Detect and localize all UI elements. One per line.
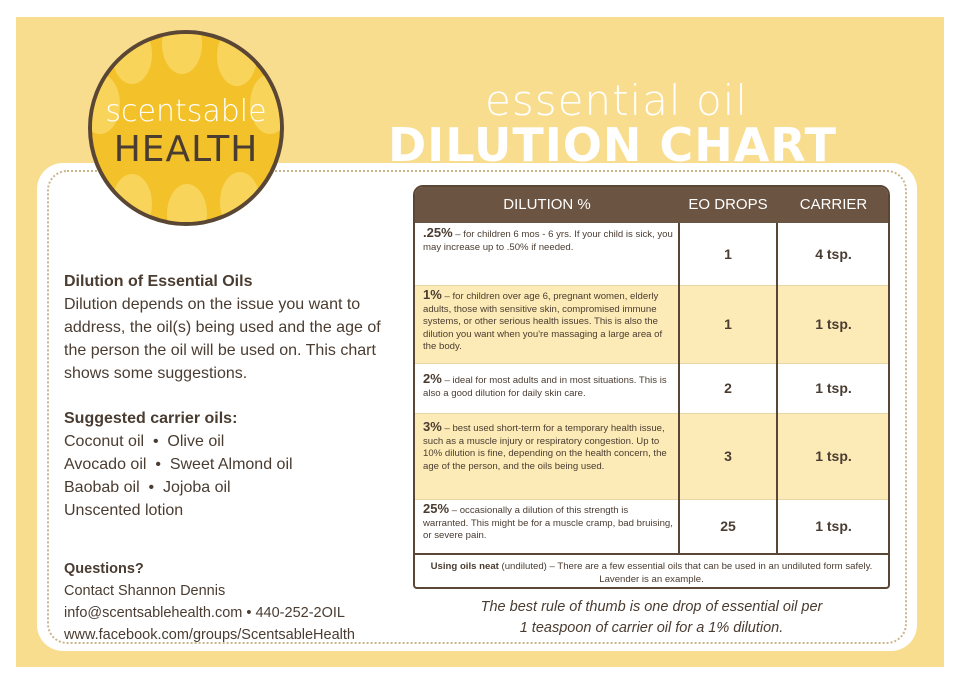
carrier-oils-line: Avocado oil • Sweet Almond oil	[64, 456, 293, 473]
column-divider	[776, 223, 778, 553]
logo-petal	[162, 30, 202, 74]
contact-name: Contact Shannon Dennis	[64, 583, 226, 599]
carrier-oils-line: Unscented lotion	[64, 502, 184, 519]
table-row	[415, 413, 888, 499]
dilution-cell	[423, 503, 675, 543]
neat-oils-text: (undiluted) – There are a few essential oils that can be used in an undiluted form safely. Lavender is an example.	[498, 561, 873, 585]
carrier-oils-line: Baobab oil • Jojoba oil	[64, 479, 231, 496]
logo-health-text: HEALTH	[113, 129, 259, 170]
carrier-cell: 4 tsp.	[815, 246, 852, 262]
dilution-description: – for children over age 6, pregnant women, elderly adults, those with sensitive skin, compromised immune systems, or other serious health issues. This is also the dilution you want when you're massaging a large area of the body.	[423, 291, 663, 352]
logo-petal	[112, 30, 152, 84]
contact-email-phone[interactable]: info@scentsablehealth.com • 440-252-2OIL	[64, 605, 345, 621]
logo-petal	[167, 184, 207, 226]
header-main-title: DILUTION CHART	[388, 118, 838, 172]
logo	[88, 30, 284, 226]
dilution-cell	[423, 227, 675, 254]
neat-oils-note	[415, 553, 888, 589]
carrier-cell: 1 tsp.	[815, 316, 852, 332]
rule-line-1: The best rule of thumb is one drop of essential oil per	[480, 599, 823, 615]
dilution-percent: 1%	[423, 287, 442, 302]
dilution-percent: 2%	[423, 371, 442, 386]
dilution-percent: 25%	[423, 501, 450, 516]
questions-section	[64, 558, 394, 646]
carrier-cell: 1 tsp.	[815, 448, 852, 464]
table-row	[415, 363, 888, 413]
logo-petal	[220, 172, 260, 226]
table-row	[415, 285, 888, 363]
dilution-cell	[423, 373, 675, 400]
logo-brand-text: scentsable	[105, 94, 267, 129]
dilution-description: – best used short-term for a temporary health issue, such as a muscle injury or respiratory congestion. Up to 10% dilution is fine, depending on the health concern, the age of the person, and the oils being used.	[423, 423, 667, 472]
header-carrier: CARRIER	[799, 196, 868, 213]
dilution-percent: 3%	[423, 419, 442, 434]
row-divider	[415, 499, 888, 500]
column-divider	[678, 223, 680, 553]
logo-petal	[217, 30, 257, 86]
table-row	[415, 223, 888, 285]
intro-heading: Dilution of Essential Oils	[64, 273, 253, 290]
dilution-cell	[423, 421, 675, 473]
logo-petal	[112, 174, 152, 226]
carrier-cell: 1 tsp.	[815, 518, 852, 534]
carrier-oils-section	[64, 407, 394, 522]
eo-drops-cell: 3	[724, 448, 732, 464]
eo-drops-cell: 1	[724, 246, 732, 262]
rule-of-thumb	[413, 597, 890, 639]
dilution-description: – ideal for most adults and in most situations. This is also a good dilution for daily skin care.	[423, 375, 667, 399]
dilution-description: – for children 6 mos - 6 yrs. If your child is sick, you may increase up to .50% if needed.	[423, 229, 673, 253]
row-divider	[415, 413, 888, 414]
neat-oils-label: Using oils neat	[430, 561, 499, 572]
table-row	[415, 499, 888, 553]
row-divider	[415, 363, 888, 364]
intro-body: Dilution depends on the issue you want to address, the oil(s) being used and the age of the person the oil will be used on. This chart shows some suggestions.	[64, 296, 381, 382]
dilution-cell	[423, 289, 675, 354]
header-eo-drops: EO DROPS	[688, 196, 768, 213]
header-dilution: DILUTION %	[503, 196, 591, 213]
table-header	[415, 187, 888, 223]
row-divider	[415, 285, 888, 286]
carrier-cell: 1 tsp.	[815, 380, 852, 396]
rule-line-2: 1 teaspoon of carrier oil for a 1% dilution.	[519, 620, 784, 636]
eo-drops-cell: 2	[724, 380, 732, 396]
questions-heading: Questions?	[64, 561, 144, 577]
eo-drops-cell: 25	[720, 518, 736, 534]
carrier-oils-line: Coconut oil • Olive oil	[64, 433, 225, 450]
carrier-oils-heading: Suggested carrier oils:	[64, 410, 238, 427]
dilution-percent: .25%	[423, 225, 453, 240]
info-column	[64, 270, 394, 646]
dilution-table	[413, 185, 890, 589]
dilution-description: – occasionally a dilution of this strength is warranted. This might be for a muscle cramp, bad bruising, or severe pain.	[423, 505, 673, 541]
eo-drops-cell: 1	[724, 316, 732, 332]
header-script-title: essential oil	[485, 76, 748, 125]
contact-facebook-link[interactable]: www.facebook.com/groups/ScentsableHealth	[64, 627, 355, 643]
